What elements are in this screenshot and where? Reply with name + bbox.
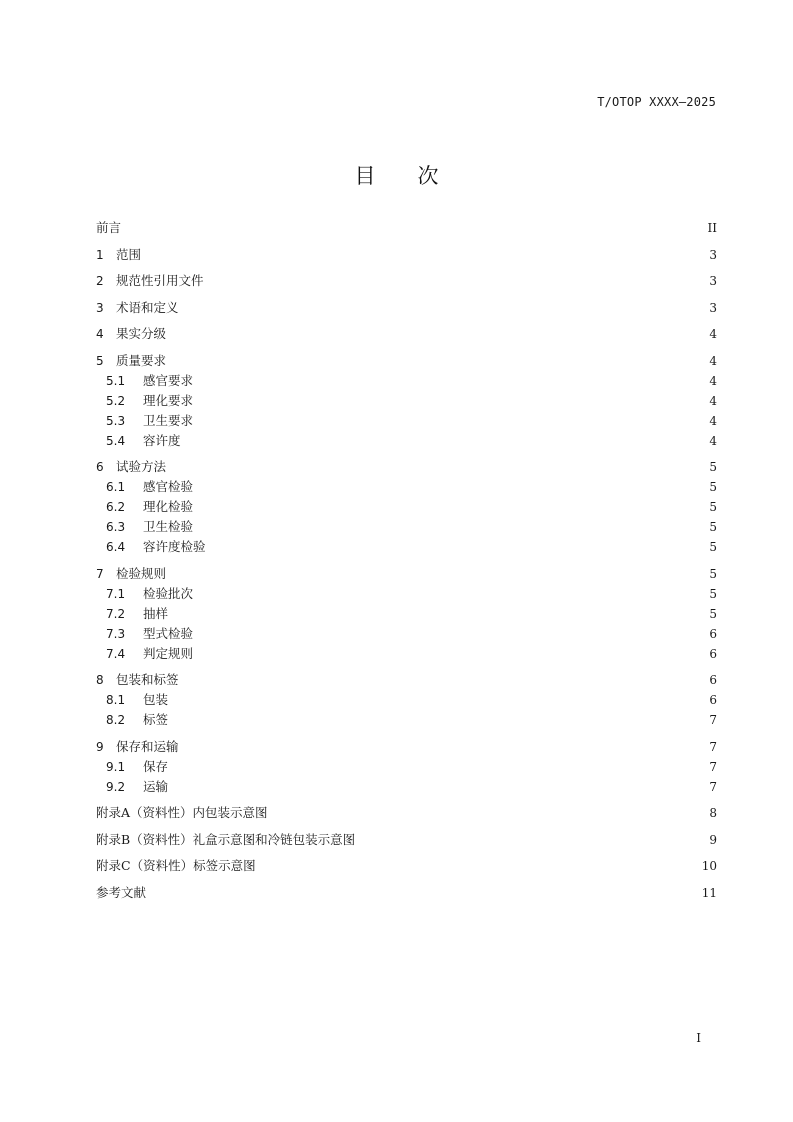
toc-entry-label: 抽样 bbox=[143, 605, 169, 621]
page-number: I bbox=[696, 1031, 701, 1045]
toc-entry-number: 6 bbox=[96, 460, 104, 474]
toc-entry-label: 型式检验 bbox=[143, 625, 194, 641]
toc-entry-page: 6 bbox=[709, 626, 717, 641]
toc-entry-page: 5 bbox=[709, 606, 717, 621]
toc-entry-label: 包装和标签 bbox=[116, 672, 179, 687]
toc-entry-page: 4 bbox=[709, 413, 717, 428]
toc-entry[interactable] bbox=[96, 352, 717, 370]
toc-entry[interactable] bbox=[96, 325, 717, 343]
toc-entry[interactable] bbox=[96, 299, 717, 317]
toc-entry-page: 5 bbox=[709, 566, 717, 581]
toc-entry-number: 9.1 bbox=[106, 759, 126, 774]
toc-dot-leader bbox=[359, 831, 705, 849]
toc-entry-label: 判定规则 bbox=[143, 645, 194, 661]
toc-entry-page: 5 bbox=[709, 500, 717, 514]
toc-dot-leader bbox=[183, 738, 706, 756]
toc-entry-page: II bbox=[707, 221, 717, 235]
toc-entry-page: 5 bbox=[709, 540, 717, 554]
toc-entry-number: 5 bbox=[96, 353, 104, 368]
toc-entry-label: 运输 bbox=[143, 778, 169, 794]
toc-entry-label: 参考文献 bbox=[96, 884, 147, 900]
toc-entry[interactable] bbox=[96, 458, 717, 476]
toc-entry[interactable] bbox=[106, 625, 717, 643]
toc-entry-number: 9.2 bbox=[106, 779, 126, 794]
toc-entry-number: 5.3 bbox=[106, 413, 126, 428]
toc-entry-label: 试验方法 bbox=[116, 459, 167, 474]
toc-entry[interactable] bbox=[106, 372, 717, 390]
toc-entry[interactable] bbox=[106, 711, 717, 729]
toc-entry-number: 7.4 bbox=[106, 646, 126, 661]
toc-entry-page: 7 bbox=[709, 713, 717, 727]
toc-entry-label: 标签 bbox=[143, 712, 169, 727]
toc-entry[interactable] bbox=[106, 498, 717, 516]
toc-dot-leader bbox=[260, 857, 698, 875]
toc-entry-page: 8 bbox=[709, 806, 717, 820]
toc-dot-leader bbox=[197, 392, 705, 410]
toc-dot-leader bbox=[183, 671, 706, 689]
toc-entry[interactable] bbox=[106, 645, 717, 663]
toc-dot-leader bbox=[197, 585, 705, 603]
toc-entry-label: 保存和运输 bbox=[116, 738, 179, 754]
toc-entry[interactable] bbox=[96, 272, 717, 290]
toc-entry[interactable] bbox=[106, 691, 717, 709]
toc-entry[interactable] bbox=[106, 518, 717, 536]
toc-dot-leader bbox=[145, 246, 705, 264]
toc-dot-leader bbox=[183, 299, 706, 317]
toc-dot-leader bbox=[272, 804, 706, 822]
document-code: T/OTOP XXXX—2025 bbox=[597, 95, 716, 109]
toc-entry[interactable] bbox=[106, 605, 717, 623]
toc-entry-number: 6.1 bbox=[106, 480, 126, 494]
toc-entry-page: 3 bbox=[709, 300, 717, 315]
toc-entry-number: 5.4 bbox=[106, 433, 126, 448]
toc-entry-label: 范围 bbox=[116, 246, 142, 262]
toc-dot-leader bbox=[170, 352, 705, 370]
toc-dot-leader bbox=[197, 518, 705, 536]
toc-entry-page: 4 bbox=[709, 393, 717, 408]
toc-entry[interactable] bbox=[106, 478, 717, 496]
toc-dot-leader bbox=[197, 625, 705, 643]
toc-entry-page: 4 bbox=[709, 433, 717, 448]
page-title: 目次 bbox=[354, 164, 481, 188]
toc-entry[interactable] bbox=[96, 671, 717, 689]
toc-entry-number: 9 bbox=[96, 739, 104, 754]
toc-entry-number: 8.1 bbox=[106, 693, 126, 707]
toc-entry-page: 6 bbox=[709, 673, 717, 687]
toc-dot-leader bbox=[208, 272, 706, 290]
toc-entry-label: 附录A（资料性）内包装示意图 bbox=[96, 805, 268, 820]
toc-entry-page: 7 bbox=[709, 779, 717, 794]
toc-entry-label: 保存 bbox=[143, 758, 169, 774]
toc-entry-label: 理化检验 bbox=[143, 499, 194, 514]
toc-entry-label: 规范性引用文件 bbox=[116, 273, 204, 288]
toc-dot-leader bbox=[125, 219, 704, 237]
toc-entry-page: 5 bbox=[709, 460, 717, 474]
toc-entry-number: 2 bbox=[96, 274, 104, 288]
toc-dot-leader bbox=[170, 325, 705, 343]
toc-entry-number: 7.2 bbox=[106, 606, 126, 621]
toc-entry[interactable] bbox=[106, 758, 717, 776]
toc-entry[interactable] bbox=[106, 585, 717, 603]
toc-entry[interactable] bbox=[96, 565, 717, 583]
toc-entry-label: 质量要求 bbox=[116, 352, 167, 368]
toc-entry-page: 4 bbox=[709, 327, 717, 341]
toc-entry-label: 感官检验 bbox=[143, 479, 194, 494]
toc-dot-leader bbox=[197, 412, 705, 430]
toc-entry-label: 感官要求 bbox=[143, 372, 194, 388]
toc-dot-leader bbox=[172, 691, 705, 709]
toc-entry-page: 5 bbox=[709, 586, 717, 601]
toc-entry-label: 包装 bbox=[143, 692, 169, 707]
toc-dot-leader bbox=[170, 565, 705, 583]
toc-entry[interactable] bbox=[96, 738, 717, 756]
toc-dot-leader bbox=[170, 458, 705, 476]
toc-dot-leader bbox=[197, 498, 705, 516]
toc-entry-page: 6 bbox=[709, 693, 717, 707]
toc-entry-number: 8.2 bbox=[106, 713, 126, 727]
toc-entry[interactable] bbox=[96, 219, 717, 237]
toc-entry-number: 7.3 bbox=[106, 626, 126, 641]
toc-entry-label: 前言 bbox=[96, 220, 122, 235]
toc-entry-page: 10 bbox=[701, 859, 717, 873]
toc-entry-number: 6.4 bbox=[106, 540, 126, 554]
toc-entry[interactable] bbox=[96, 831, 717, 849]
toc-entry-label: 果实分级 bbox=[116, 326, 167, 341]
toc-entry-page: 3 bbox=[709, 274, 717, 288]
toc-entry-page: 3 bbox=[709, 247, 717, 262]
toc-entry-number: 5.2 bbox=[106, 393, 126, 408]
toc-dot-leader bbox=[210, 538, 706, 556]
toc-dot-leader bbox=[172, 711, 705, 729]
toc-entry[interactable] bbox=[96, 884, 717, 902]
toc-dot-leader bbox=[150, 884, 698, 902]
toc-entry[interactable] bbox=[96, 857, 717, 875]
toc-entry-page: 4 bbox=[709, 353, 717, 368]
toc-entry-page: 7 bbox=[709, 759, 717, 774]
toc-entry[interactable] bbox=[106, 432, 717, 450]
toc-entry-label: 容许度检验 bbox=[143, 539, 206, 554]
toc-entry-page: 11 bbox=[701, 885, 717, 900]
toc-entry[interactable] bbox=[106, 412, 717, 430]
toc-entry-number: 7.1 bbox=[106, 586, 126, 601]
toc-entry-label: 检验批次 bbox=[143, 585, 194, 601]
toc-entry-number: 3 bbox=[96, 300, 104, 315]
toc-dot-leader bbox=[172, 778, 705, 796]
toc-entry-number: 6.3 bbox=[106, 520, 126, 534]
toc-entry-number: 4 bbox=[96, 327, 104, 341]
toc-dot-leader bbox=[172, 605, 705, 623]
toc-entry-page: 9 bbox=[709, 832, 717, 847]
toc-entry-label: 理化要求 bbox=[143, 392, 194, 408]
toc-dot-leader bbox=[185, 432, 706, 450]
toc-dot-leader bbox=[172, 758, 705, 776]
toc-entry-number: 6.2 bbox=[106, 500, 126, 514]
toc-entry-number: 5.1 bbox=[106, 373, 126, 388]
toc-entry-label: 附录C（资料性）标签示意图 bbox=[96, 858, 256, 873]
toc-dot-leader bbox=[197, 372, 705, 390]
toc-entry-label: 附录B（资料性）礼盒示意图和冷链包装示意图 bbox=[96, 831, 356, 847]
toc-entry[interactable] bbox=[106, 538, 717, 556]
toc-entry[interactable] bbox=[106, 392, 717, 410]
toc-entry-label: 卫生检验 bbox=[143, 519, 194, 534]
toc-entry[interactable] bbox=[96, 246, 717, 264]
toc-dot-leader bbox=[197, 645, 705, 663]
toc-entry-number: 7 bbox=[96, 566, 104, 581]
toc-entry-label: 卫生要求 bbox=[143, 412, 194, 428]
toc-entry-label: 检验规则 bbox=[116, 565, 167, 581]
toc-entry-number: 8 bbox=[96, 673, 104, 687]
toc-entry-number: 1 bbox=[96, 247, 104, 262]
toc-entry-page: 7 bbox=[709, 739, 717, 754]
toc-entry-label: 容许度 bbox=[143, 432, 181, 448]
toc-entry[interactable] bbox=[106, 778, 717, 796]
toc-entry-page: 4 bbox=[709, 373, 717, 388]
toc-entry-page: 6 bbox=[709, 646, 717, 661]
toc-entry-label: 术语和定义 bbox=[116, 299, 179, 315]
toc-entry-page: 5 bbox=[709, 520, 717, 534]
toc-entry[interactable] bbox=[96, 804, 717, 822]
toc-entry-page: 5 bbox=[709, 480, 717, 494]
toc-dot-leader bbox=[197, 478, 705, 496]
